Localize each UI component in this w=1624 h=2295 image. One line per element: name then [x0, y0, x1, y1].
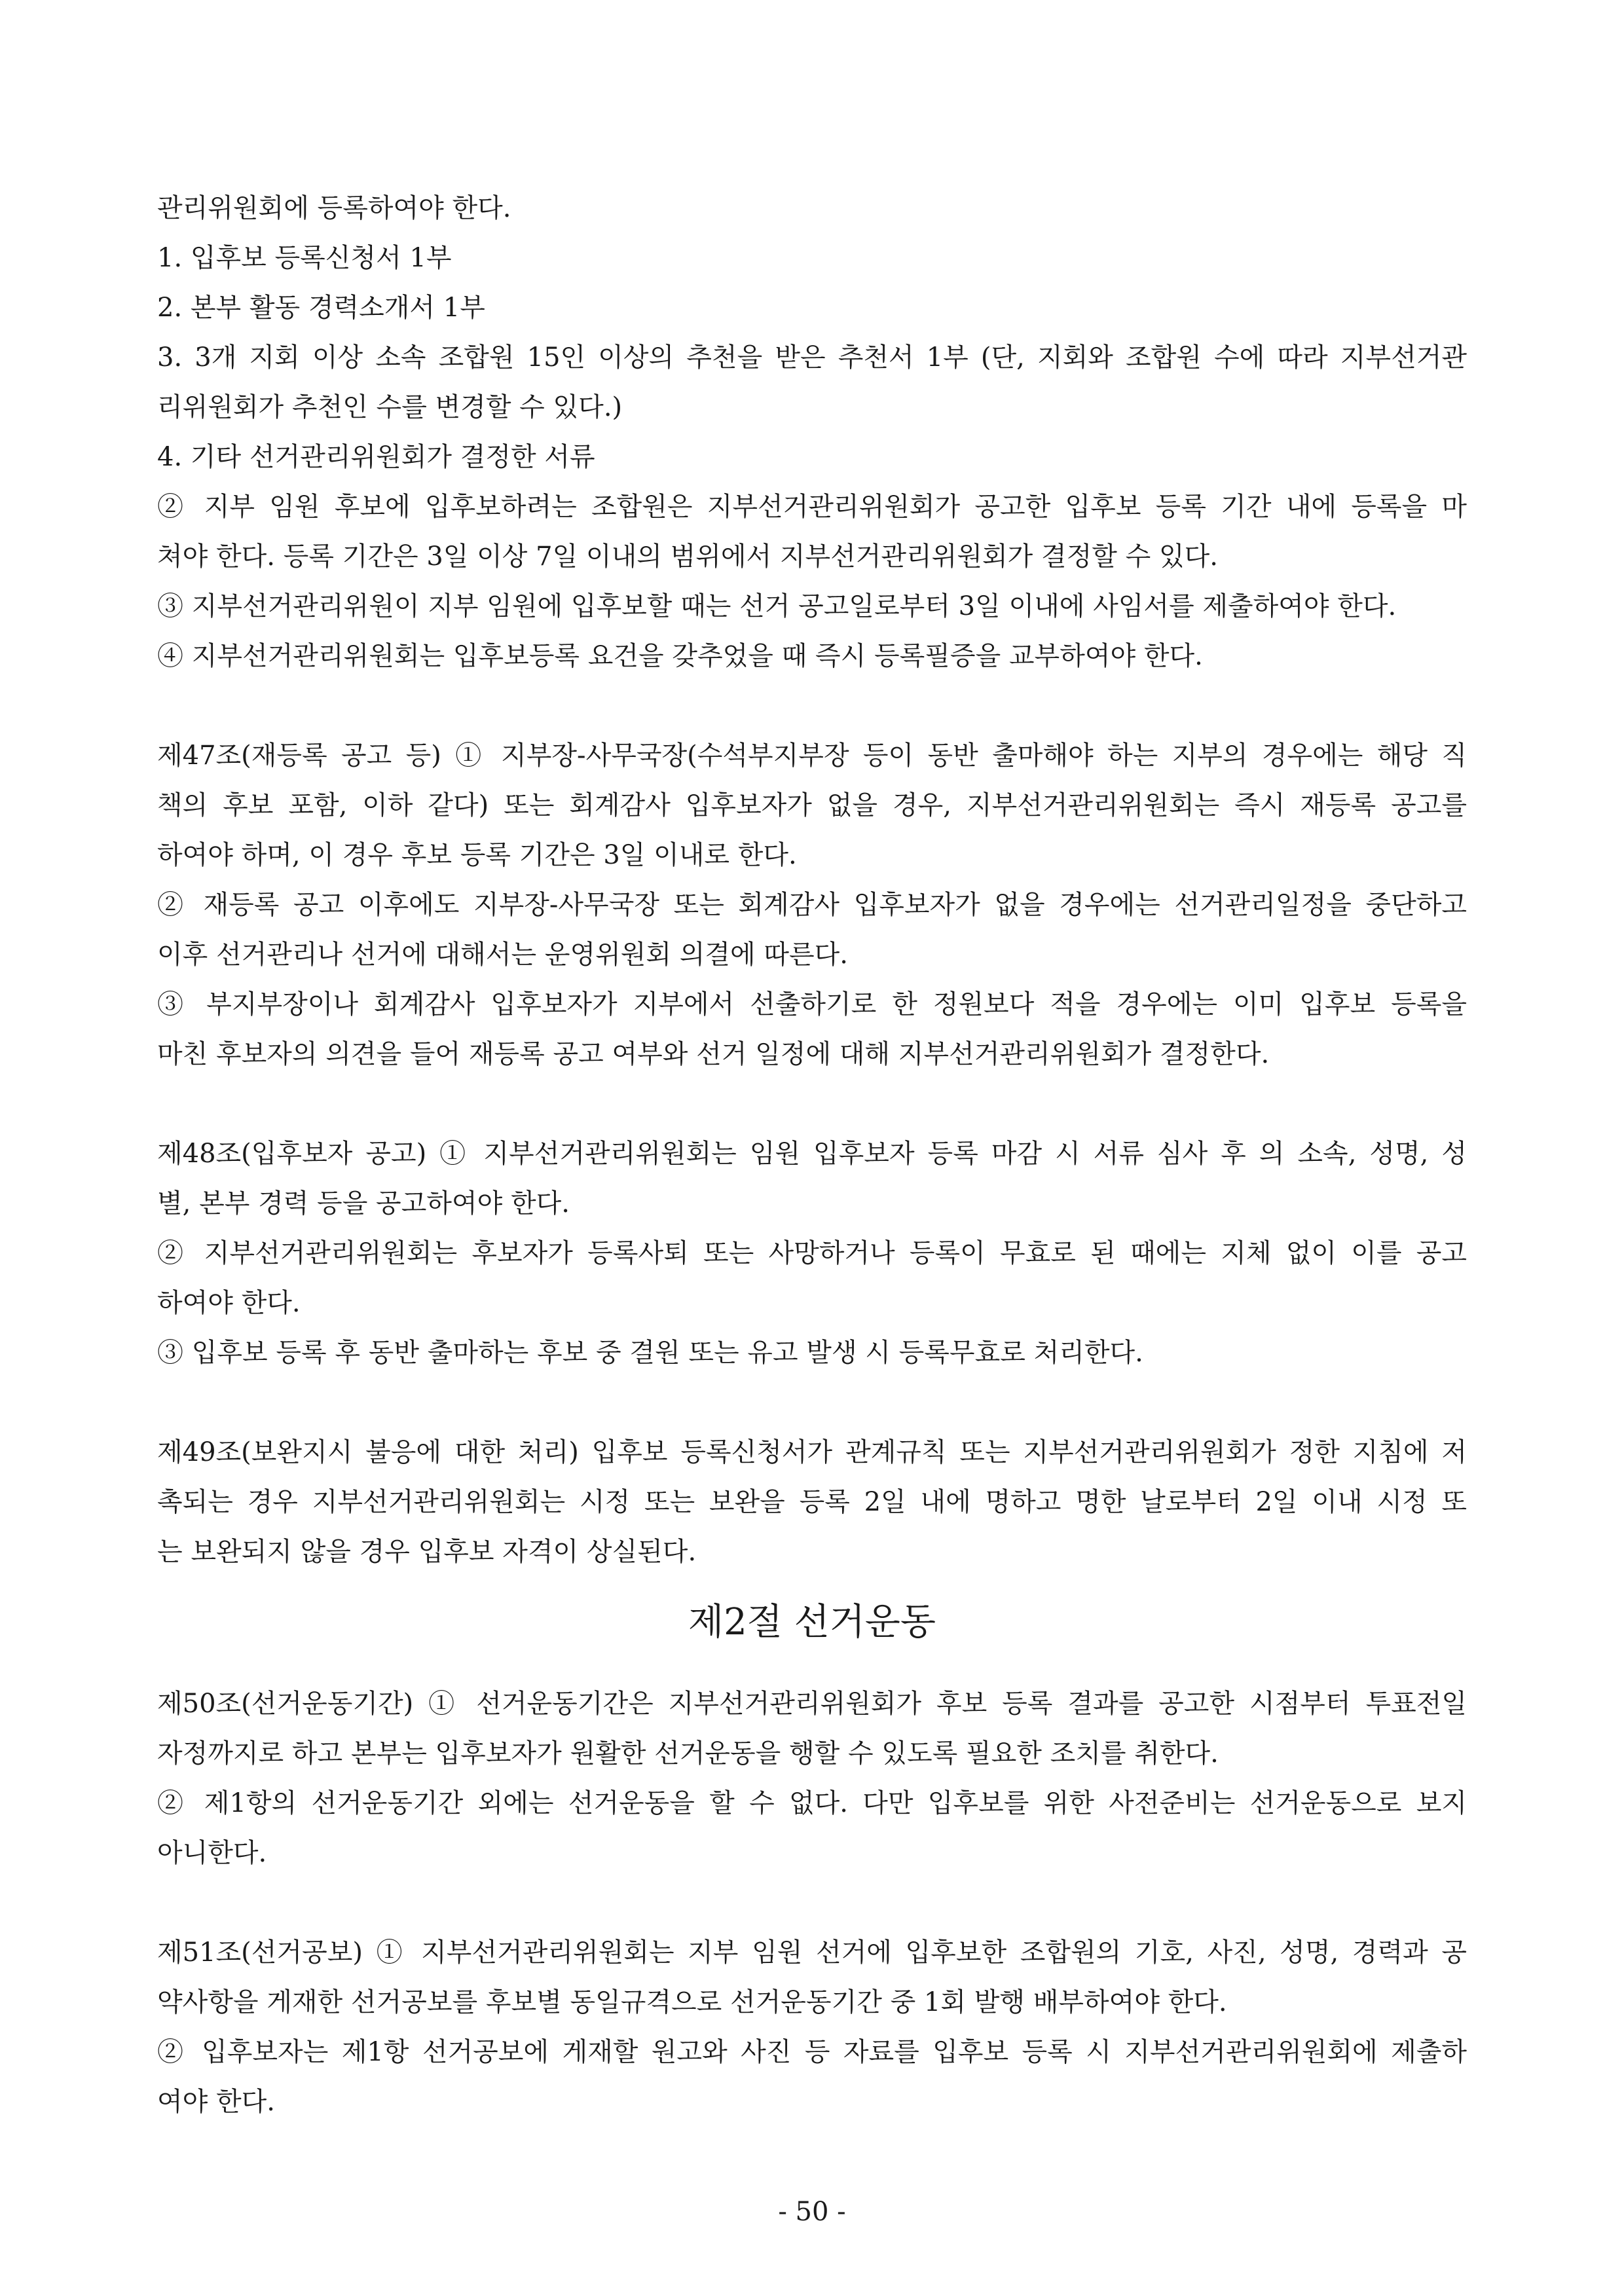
text-line: 자정까지로 하고 본부는 입후보자가 원활한 선거운동을 행할 수 있도록 필요한 조치를 취한다. — [157, 1738, 1219, 1769]
text-line: 관리위원회에 등록하여야 한다. — [157, 193, 511, 223]
article-50 — [157, 1679, 1467, 1878]
text-line: ④ 지부선거관리위원회는 입후보등록 요건을 갖추었을 때 즉시 등록필증을 교부하여야 한다. — [157, 641, 1203, 671]
text-line: 별, 본부 경력 등을 공고하여야 한다. — [157, 1188, 570, 1219]
text-line: 이후 선거관리나 선거에 대해서는 운영위원회 의결에 따른다. — [157, 940, 849, 970]
section-heading: 제2절 선거운동 — [688, 1601, 936, 1643]
paragraph-gap — [157, 1378, 1467, 1427]
text-line: 책의 후보 포함, 이하 같다) 또는 회계감사 입후보자가 없을 경우, 지부선거관리위원회는 즉시 재등록 공고를 — [157, 790, 1467, 820]
page-number: - 50 - — [778, 2197, 846, 2227]
text-line: 3. 3개 지회 이상 소속 조합원 15인 이상의 추천을 받은 추천서 1부 (단, 지회와 조합원 수에 따라 지부선거관 — [157, 342, 1467, 373]
text-line: 는 보완되지 않을 경우 입후보 자격이 상실된다. — [157, 1537, 697, 1567]
text-line: 제49조(보완지시 불응에 대한 처리) 입후보 등록신청서가 관계규칙 또는 지부선거관리위원회가 정한 지침에 저 — [157, 1437, 1467, 1467]
text-line: 하여야 한다. — [157, 1288, 301, 1318]
text-line: 여야 한다. — [157, 2087, 275, 2117]
text-line: 하여야 하며, 이 경우 후보 등록 기간은 3일 이내로 한다. — [157, 840, 797, 870]
text-line: 제51조(선거공보) ① 지부선거관리위원회는 지부 임원 선거에 입후보한 조합원의 기호, 사진, 성명, 경력과 공 — [157, 1937, 1467, 1968]
text-line: 마친 후보자의 의견을 들어 재등록 공고 여부와 선거 일정에 대해 지부선거관리위원회가 결정한다. — [157, 1039, 1270, 1069]
text-line: 1. 입후보 등록신청서 1부 — [157, 243, 452, 273]
paragraph-gap — [157, 1079, 1467, 1129]
paragraph-gap — [157, 681, 1467, 731]
article-49 — [157, 1427, 1467, 1577]
text-line: 제47조(재등록 공고 등) ① 지부장-사무국장(수석부지부장 등이 동반 출마해야 하는 지부의 경우에는 해당 직 — [157, 741, 1467, 771]
text-line: 아니한다. — [157, 1838, 267, 1868]
text-line: ② 입후보자는 제1항 선거공보에 게재할 원고와 사진 등 자료를 입후보 등록 시 지부선거관리위원회에 제출하 — [157, 2037, 1467, 2067]
article-48 — [157, 1129, 1467, 1378]
paragraph-gap — [157, 1878, 1467, 1928]
text-line: ③ 부지부장이나 회계감사 입후보자가 지부에서 선출하기로 한 정원보다 적을 경우에는 이미 입후보 등록을 — [157, 989, 1467, 1019]
text-line: 제48조(입후보자 공고) ① 지부선거관리위원회는 임원 입후보자 등록 마감 시 서류 심사 후 의 소속, 성명, 성 — [157, 1139, 1467, 1169]
text-line: ③ 지부선거관리위원이 지부 임원에 입후보할 때는 선거 공고일로부터 3일 이내에 사임서를 제출하여야 한다. — [157, 591, 1397, 621]
text-line: 약사항을 게재한 선거공보를 후보별 동일규격으로 선거운동기간 중 1회 발행 배부하여야 한다. — [157, 1987, 1227, 2017]
text-line: ② 지부선거관리위원회는 후보자가 등록사퇴 또는 사망하거나 등록이 무효로 된 때에는 지체 없이 이를 공고 — [157, 1238, 1467, 1268]
text-line: ③ 입후보 등록 후 동반 출마하는 후보 중 결원 또는 유고 발생 시 등록무효로 처리한다. — [157, 1338, 1143, 1368]
text-line: 촉되는 경우 지부선거관리위원회는 시정 또는 보완을 등록 2일 내에 명하고 명한 날로부터 2일 이내 시정 또 — [157, 1487, 1467, 1517]
text-line: ② 제1항의 선거운동기간 외에는 선거운동을 할 수 없다. 다만 입후보를 위한 사전준비는 선거운동으로 보지 — [157, 1788, 1467, 1818]
document-body — [157, 183, 1467, 2127]
text-line: 4. 기타 선거관리위원회가 결정한 서류 — [157, 442, 595, 472]
article-47 — [157, 731, 1467, 1079]
text-line: 2. 본부 활동 경력소개서 1부 — [157, 293, 485, 323]
text-line: ② 지부 임원 후보에 입후보하려는 조합원은 지부선거관리위원회가 공고한 입후보 등록 기간 내에 등록을 마 — [157, 492, 1467, 522]
text-line: 리위원회가 추천인 수를 변경할 수 있다.) — [157, 392, 623, 422]
text-line: 쳐야 한다. 등록 기간은 3일 이상 7일 이내의 범위에서 지부선거관리위원회가 결정할 수 있다. — [157, 542, 1218, 572]
article-51 — [157, 1928, 1467, 2127]
text-line: 제50조(선거운동기간) ① 선거운동기간은 지부선거관리위원회가 후보 등록 결과를 공고한 시점부터 투표전일 — [157, 1689, 1467, 1719]
article46-continuation — [157, 183, 1467, 681]
text-line: ② 재등록 공고 이후에도 지부장-사무국장 또는 회계감사 입후보자가 없을 경우에는 선거관리일정을 중단하고 — [157, 890, 1467, 920]
